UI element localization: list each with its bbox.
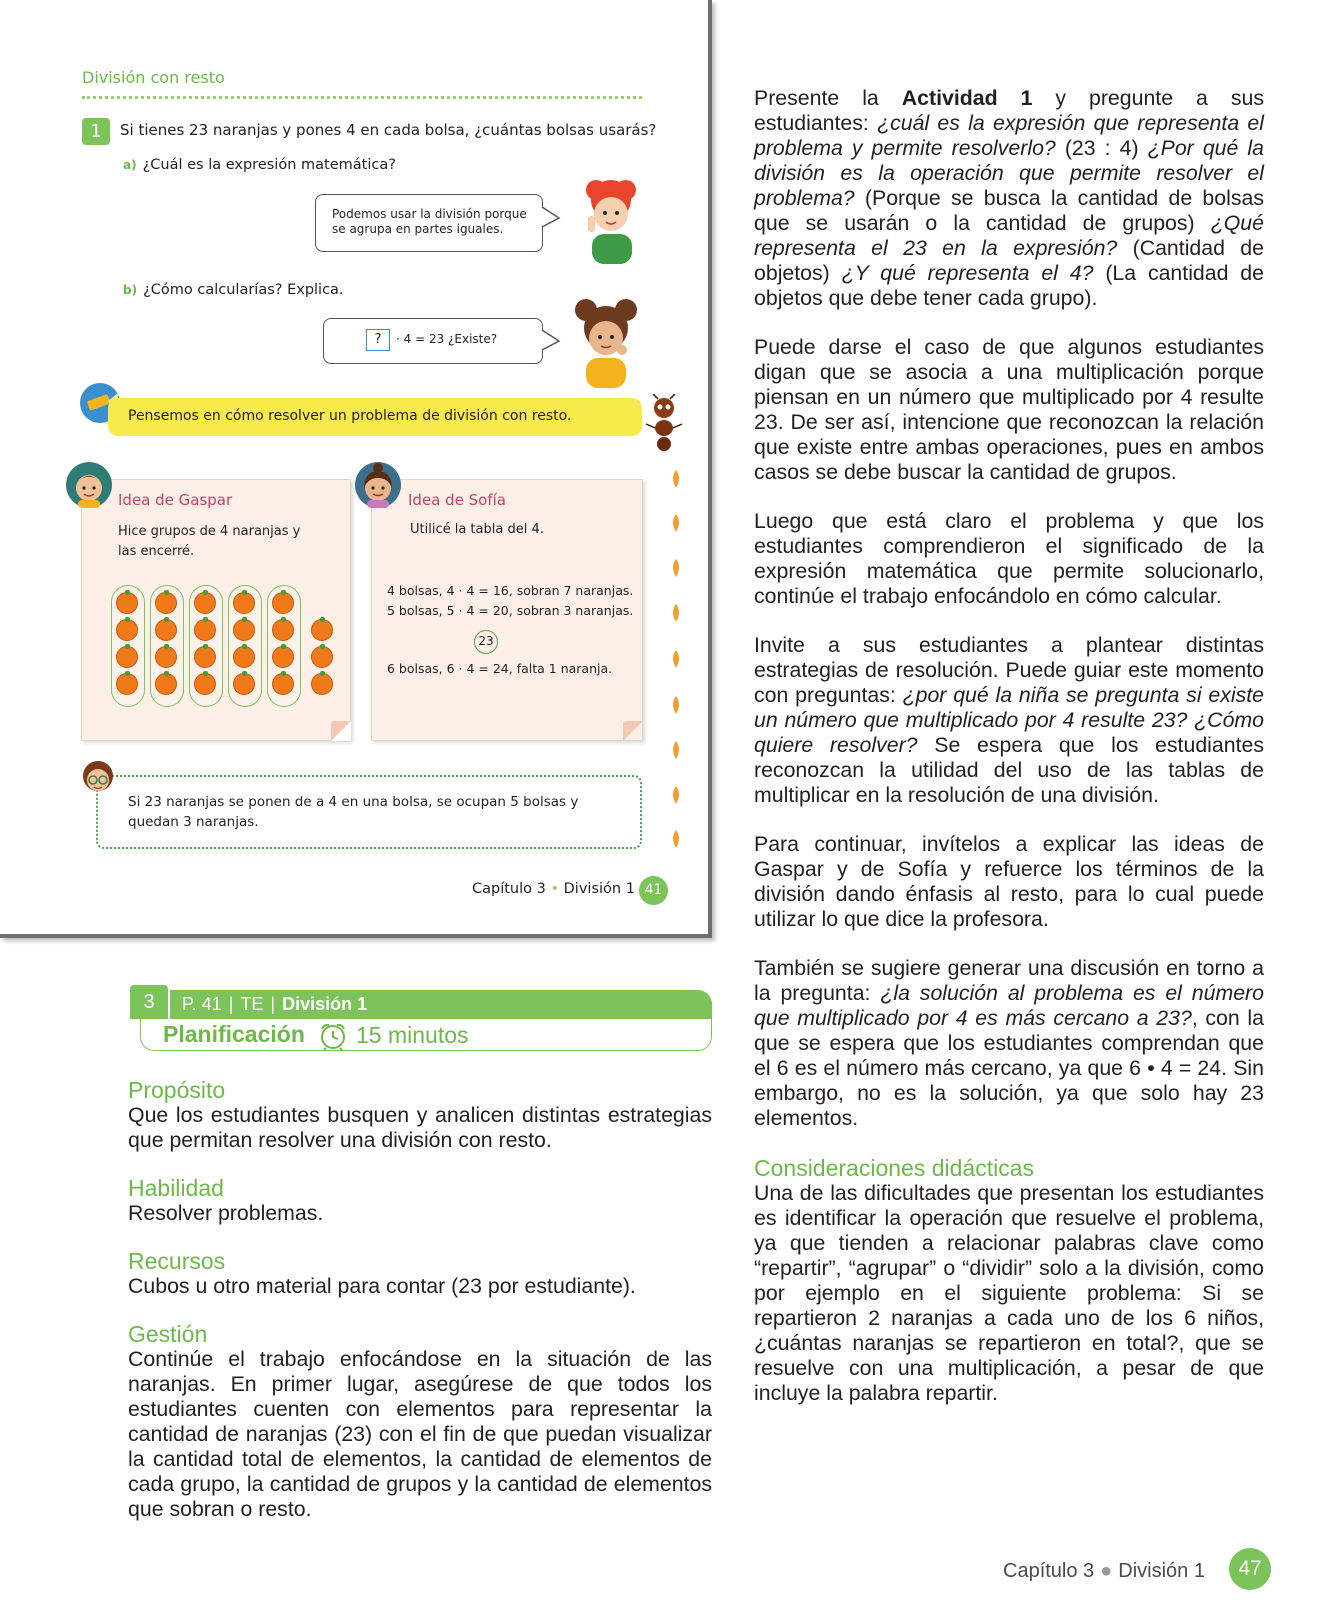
te-label: TE — [240, 994, 264, 1014]
sofia-avatar — [355, 462, 401, 508]
paragraph-activity-intro — [754, 86, 1264, 311]
orange-icon — [155, 673, 177, 695]
orange-icon — [116, 619, 138, 641]
planning-header — [130, 985, 712, 1051]
leaf-icon — [670, 741, 682, 759]
sofia-line-4-bags: 4 bolsas, 4 · 4 = 16, sobran 7 naranjas. — [387, 583, 634, 598]
section-title: División con resto — [82, 68, 225, 87]
card-corner-fold — [331, 721, 351, 741]
sofia-idea-text: Utilicé la tabla del 4. — [410, 522, 544, 537]
right-column — [754, 86, 1264, 1406]
gaspar-avatar — [66, 462, 112, 508]
consideraciones-text: Una de las dificultades que presentan los estudiantes es identificar la operación que resuelve el problema, ya que tienden a relacionar palabras clave como “repartir”, “agrupar” o “dividir” solo a la división, como por ejemplo en el siguiente problema: Si se repartieron 2 naranjas a cada uno de los 6 niños, ¿cuántas naranjas se repartieron en total?, que se resuelve con una multiplicación, a pesar de que incluye la palabra repartir. — [754, 1181, 1264, 1405]
text-run: Presente la — [754, 86, 902, 110]
text-run: (La cantidad de objetos que debe tener cada grupo). — [754, 261, 1264, 310]
text-run: Se espera que los estudiantes reconozcan la utilidad del uso de las tablas de multiplicar en la resolución de una división. — [754, 733, 1264, 807]
loose-orange-icon — [311, 619, 333, 641]
card-corner-fold — [623, 721, 643, 741]
sofia-line-5-bags: 5 bolsas, 5 · 4 = 20, sobran 3 naranjas. — [387, 603, 634, 618]
paragraph-multiplication: Puede darse el caso de que algunos estudiantes digan que se asocia a una multiplicación porque piensan en un número que multiplicado por 4 resulte 23. De ser así, intencione que reconozcan la relación que existe entre ambas operaciones, pues en ambos casos se debe buscar la cantidad de grupos. — [754, 335, 1264, 484]
planning-number-badge: 3 — [130, 985, 168, 1019]
text-run: (Porque se busca la cantidad de bolsas que se usarán o la cantidad de grupos) — [754, 186, 1264, 235]
gestion-text: Continúe el trabajo enfocándose en la situación de las naranjas. En primer lugar, asegúrese de que todos los estudiantes cuenten con elementos para representar la cantidad de naranjas (23) con el fin de que puedan visualizar la cantidad total de elementos, la cantidad de elementos de cada grupo, la cantidad de grupos y la cantidad de elementos que sobran o resto. — [128, 1347, 712, 1521]
text-run: (23 : 4) — [1055, 136, 1148, 160]
footer-unit: División 1 — [563, 881, 635, 897]
paragraph-how-to-calculate: Luego que está claro el problema y que los estudiantes comprendieron el significado de la expresión matemática que permite solucionarlo, continúe el trabajo enfocándolo en cómo calcular. — [754, 509, 1264, 608]
speech-bubble-division: Podemos usar la división porque se agrupa en partes iguales. — [315, 194, 543, 252]
girl-red-hair-illustration — [580, 178, 642, 268]
habilidad-text: Resolver problemas. — [128, 1201, 324, 1225]
speech-bubble-tail — [541, 205, 561, 229]
question-italic: ¿la solución al problema es el número que multiplicado por 4 es más cercano a 23? — [754, 981, 1264, 1030]
student-page-thumbnail — [0, 0, 712, 938]
orange-icon — [194, 619, 216, 641]
sofia-idea-title: Idea de Sofía — [408, 491, 506, 509]
leaf-icon — [670, 830, 682, 848]
footer-dot: ● — [1100, 1560, 1113, 1582]
orange-icon — [194, 592, 216, 614]
question-italic: ¿cuál es la expresión que representa el problema y permite resolverlo? — [754, 111, 1264, 160]
hint-banner: Pensemos en cómo resolver un problema de división con resto. — [108, 398, 642, 436]
separator: | — [270, 994, 276, 1014]
part-b-letter: b) — [123, 283, 138, 297]
consideraciones-heading: Consideraciones didácticas — [754, 1155, 1034, 1181]
ant-illustration — [644, 394, 684, 452]
dotted-divider — [82, 96, 642, 99]
leaf-icon — [670, 786, 682, 804]
orange-icon — [233, 646, 255, 668]
orange-icon — [155, 646, 177, 668]
recursos-text: Cubos u otro material para contar (23 por estudiante). — [128, 1274, 636, 1298]
orange-icon — [194, 646, 216, 668]
orange-icon — [233, 673, 255, 695]
planning-title: Planificación — [163, 1021, 305, 1047]
question-number-badge: 1 — [82, 118, 110, 145]
orange-icon — [272, 673, 294, 695]
orange-icon — [116, 673, 138, 695]
loose-orange-icon — [311, 646, 333, 668]
gaspar-idea-text: Hice grupos de 4 naranjas y las encerré. — [118, 524, 301, 559]
footer-dot: • — [550, 881, 560, 897]
question-italic: ¿Qué representa el 23 en la expresión? — [754, 211, 1264, 260]
part-a — [123, 157, 396, 173]
orange-icon — [272, 592, 294, 614]
leaf-icon — [670, 604, 682, 622]
leaf-icon — [670, 559, 682, 577]
sofia-line-6-bags: 6 bolsas, 6 · 4 = 24, falta 1 naranja. — [387, 661, 613, 676]
student-page-footer — [472, 881, 635, 897]
paragraph-strategies — [754, 633, 1264, 808]
gestion-block — [128, 1321, 712, 1522]
page-footer — [1003, 1560, 1205, 1583]
unknown-number-box: ? — [366, 329, 390, 351]
orange-icon — [233, 619, 255, 641]
text-run: También se sugiere generar una discusión en torno a la pregunta: — [754, 956, 1264, 1005]
leaf-icon — [670, 696, 682, 714]
part-b — [123, 282, 344, 298]
recursos-heading: Recursos — [128, 1248, 226, 1274]
leaf-icon — [670, 650, 682, 668]
part-a-letter: a) — [123, 158, 137, 172]
girl-buns-illustration — [572, 298, 640, 390]
proposito-block — [128, 1077, 712, 1153]
footer-chapter: Capítulo 3 — [472, 881, 546, 897]
habilidad-block — [128, 1175, 712, 1226]
question-italic: ¿por qué la niña se pregunta si existe un número que multiplicado por 4 resulte 23? ¿Cómo quiere resolver? — [754, 683, 1264, 757]
part-b-text: ¿Cómo calcularías? Explica. — [143, 282, 344, 298]
question-text: Si tienes 23 naranjas y pones 4 en cada bolsa, ¿cuántas bolsas usarás? — [120, 121, 657, 139]
footer-unit: División 1 — [1118, 1560, 1205, 1582]
orange-icon — [155, 619, 177, 641]
orange-icon — [116, 646, 138, 668]
orange-icon — [272, 646, 294, 668]
gestion-heading: Gestión — [128, 1321, 208, 1347]
page-reference: P. 41 — [182, 994, 222, 1014]
alarm-clock-icon — [318, 1021, 348, 1051]
paragraph-discussion — [754, 956, 1264, 1131]
text-run: y pregunte a sus estudiantes: — [754, 86, 1264, 135]
page-number-badge: 47 — [1229, 1548, 1271, 1590]
habilidad-heading: Habilidad — [128, 1175, 224, 1201]
loose-orange-icon — [311, 673, 333, 695]
unit-label: División 1 — [282, 994, 368, 1014]
student-page-number-badge: 41 — [639, 876, 668, 905]
planning-bar — [170, 990, 712, 1019]
leaf-icon — [670, 514, 682, 532]
speech-bubble-equation — [323, 318, 543, 364]
orange-icon — [116, 592, 138, 614]
proposito-heading: Propósito — [128, 1077, 226, 1103]
teacher-note-box: Si 23 naranjas se ponen de a 4 en una bolsa, se ocupan 5 bolsas y quedan 3 naranjas. — [96, 775, 642, 849]
paragraph-ideas: Para continuar, invítelos a explicar las ideas de Gaspar y de Sofía y refuerce los términos de la división dando énfasis al resto, para lo cual puede utilizar lo que dice la profesora. — [754, 832, 1264, 931]
teacher-avatar — [80, 760, 116, 796]
orange-icon — [155, 592, 177, 614]
activity-label: Actividad 1 — [901, 86, 1033, 110]
planning-duration: 15 minutos — [356, 1022, 469, 1048]
recursos-block — [128, 1248, 712, 1299]
footer-chapter: Capítulo 3 — [1003, 1560, 1095, 1582]
equation-text: · 4 = 23 ¿Existe? — [396, 332, 498, 346]
text-run: Invite a sus estudiantes a plantear distintas estrategias de resolución. Puede guiar este momento con preguntas: — [754, 633, 1264, 707]
part-a-text: ¿Cuál es la expresión matemática? — [142, 157, 396, 173]
leaf-icon — [670, 470, 682, 488]
gaspar-idea-title: Idea de Gaspar — [118, 491, 233, 509]
circled-number: 23 — [474, 630, 498, 654]
orange-icon — [194, 673, 216, 695]
proposito-text: Que los estudiantes busquen y analicen distintas estrategias que permitan resolver una división con resto. — [128, 1103, 712, 1152]
text-run: , con la que se espera que los estudiantes comprendan que el 6 es el número más cercano, ya que 6 • 4 = 24. Sin embargo, no es la solución, ya que solo hay 23 elementos. — [754, 1006, 1264, 1130]
separator: | — [228, 994, 234, 1014]
text-run: (Cantidad de objetos) — [754, 236, 1264, 285]
left-column — [128, 1077, 712, 1544]
question-italic: ¿Por qué la división es la operación que permite resolver el problema? — [754, 136, 1264, 210]
orange-icon — [233, 592, 255, 614]
speech-bubble-tail — [541, 328, 561, 352]
question-italic: ¿Y qué representa el 4? — [841, 261, 1094, 285]
orange-icon — [272, 619, 294, 641]
